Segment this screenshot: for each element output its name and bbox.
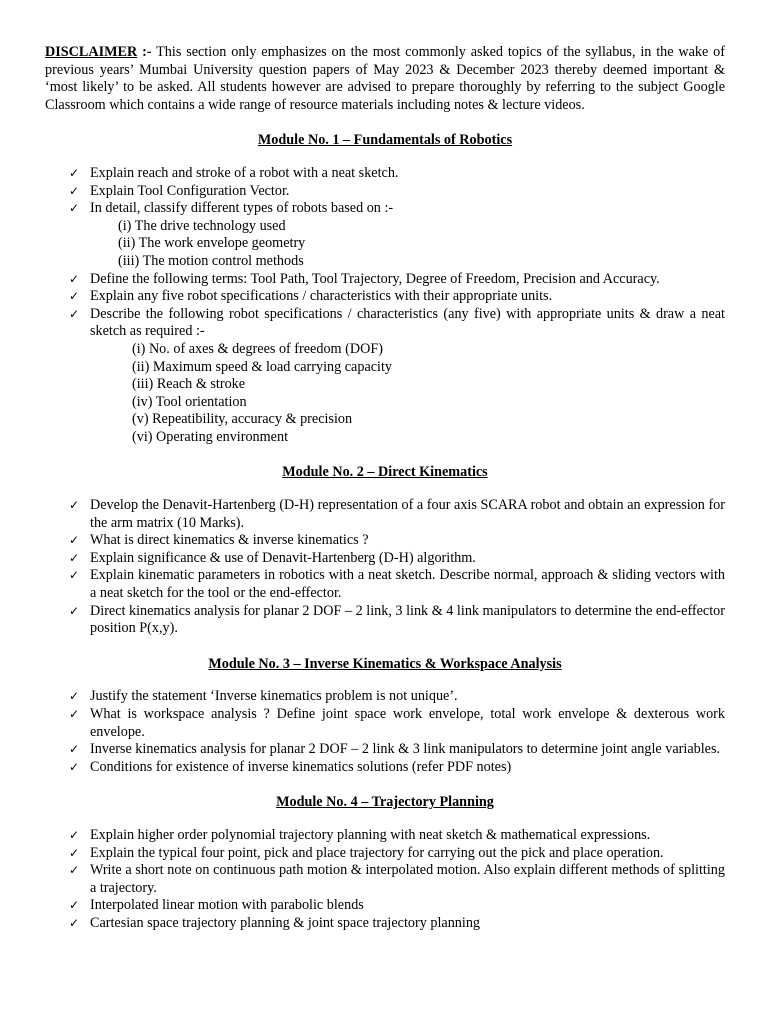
list-item-text: Explain any five robot specifications / characteristics with their appropriate units. xyxy=(90,288,553,305)
check-mark-icon: ✓ xyxy=(69,915,80,930)
sub-list-item: (v) Repeatibility, accuracy & precision xyxy=(132,411,353,428)
list-item xyxy=(69,706,725,741)
module-title: Module No. 4 – Trajectory Planning xyxy=(276,794,494,811)
document-page xyxy=(45,44,725,933)
list-item-text: Explain kinematic parameters in robotics with a neat sketch. Describe normal, approach & sliding vectors with a neat sketch for the tool or the end-effector. xyxy=(90,567,725,602)
module-title: Module No. 3 – Inverse Kinematics & Workspace Analysis xyxy=(208,655,562,672)
list-item-text: Explain the typical four point, pick and place trajectory for carrying out the pick and place operation. xyxy=(90,844,664,861)
sub-list-item: (iv) Tool orientation xyxy=(132,393,247,410)
sub-item-list xyxy=(90,341,725,447)
module-title: Module No. 1 – Fundamentals of Robotics xyxy=(257,132,513,149)
list-item xyxy=(69,288,725,306)
list-item-text: Cartesian space trajectory planning & joint space trajectory planning xyxy=(90,914,481,931)
check-mark-icon: ✓ xyxy=(69,306,80,321)
module-item-list xyxy=(45,688,725,776)
list-item-text: Explain Tool Configuration Vector. xyxy=(90,182,290,199)
disclaimer-separator: :- xyxy=(137,44,152,60)
list-item-text: Interpolated linear motion with parabolic blends xyxy=(90,897,364,914)
list-item xyxy=(69,183,725,201)
list-item-text: Explain reach and stroke of a robot with a neat sketch. xyxy=(90,164,399,181)
check-mark-icon: ✓ xyxy=(69,689,80,704)
module-item-list xyxy=(45,827,725,933)
disclaimer-label: DISCLAIMER xyxy=(45,44,138,60)
list-item-text: Develop the Denavit-Hartenberg (D-H) representation of a four axis SCARA robot and obtain an expression for the arm matrix (10 Marks). xyxy=(90,497,725,531)
check-mark-icon: ✓ xyxy=(69,271,80,286)
list-item-text: What is direct kinematics & inverse kinematics ? xyxy=(90,532,369,549)
module-item-list xyxy=(45,497,725,638)
list-item-text: Justify the statement ‘Inverse kinematics problem is not unique’. xyxy=(90,688,458,705)
list-item xyxy=(69,845,725,863)
sub-list-item: (i) The drive technology used xyxy=(118,217,286,234)
list-item xyxy=(69,862,725,897)
list-item xyxy=(69,603,725,638)
list-item xyxy=(69,567,725,602)
list-item xyxy=(69,915,725,933)
check-mark-icon: ✓ xyxy=(69,845,80,860)
check-mark-icon: ✓ xyxy=(69,498,80,513)
sub-list-item: (vi) Operating environment xyxy=(132,428,289,445)
list-item-text: What is workspace analysis ? Define joint space work envelope, total work envelope & dexterous work envelope. xyxy=(90,706,725,740)
sub-list-item: (ii) Maximum speed & load carrying capacity xyxy=(132,358,393,375)
modules-container xyxy=(45,132,725,932)
check-mark-icon: ✓ xyxy=(69,827,80,842)
check-mark-icon: ✓ xyxy=(69,707,80,721)
disclaimer-paragraph xyxy=(45,44,725,114)
list-item-text: Define the following terms: Tool Path, Tool Trajectory, Degree of Freedom, Precision and Accuracy. xyxy=(90,270,660,287)
list-item-text: Describe the following robot specifications / characteristics (any five) with appropriate units & draw a neat sketch as required :- xyxy=(90,305,725,340)
check-mark-icon: ✓ xyxy=(69,550,80,565)
sub-list-item: (iii) Reach & stroke xyxy=(132,376,246,393)
list-item xyxy=(69,741,725,759)
sub-list-item: (ii) The work envelope geometry xyxy=(118,235,306,252)
list-item xyxy=(69,271,725,289)
sub-list-item: (i) No. of axes & degrees of freedom (DOF) xyxy=(132,340,383,357)
check-mark-icon: ✓ xyxy=(69,568,80,583)
check-mark-icon: ✓ xyxy=(69,603,80,618)
list-item xyxy=(69,688,725,706)
check-mark-icon: ✓ xyxy=(69,201,80,216)
list-item-text: In detail, classify different types of robots based on :- xyxy=(90,200,394,217)
check-mark-icon: ✓ xyxy=(69,533,80,548)
sub-item-list xyxy=(90,218,725,271)
list-item-text: Conditions for existence of inverse kinematics solutions (refer PDF notes) xyxy=(90,758,512,775)
list-item xyxy=(69,897,725,915)
list-item xyxy=(69,497,725,532)
list-item xyxy=(69,165,725,183)
list-item xyxy=(69,200,725,270)
list-item xyxy=(69,306,725,447)
disclaimer-text: This section only emphasizes on the most commonly asked topics of the syllabus, in the wake of previous years’ Mumbai University question papers of May 2023 & December 2023 thereby deemed important & ‘most likely’ to be asked. All students however are advised to prepare thoroughly by referring to the subject Google Classroom which contains a wide range of resource materials including notes & lecture videos. xyxy=(45,44,725,113)
check-mark-icon: ✓ xyxy=(69,165,80,180)
module-title: Module No. 2 – Direct Kinematics xyxy=(282,464,488,481)
check-mark-icon: ✓ xyxy=(69,183,80,198)
check-mark-icon: ✓ xyxy=(69,759,80,774)
check-mark-icon: ✓ xyxy=(69,289,80,304)
sub-list-item: (iii) The motion control methods xyxy=(118,252,304,269)
list-item-text: Explain higher order polynomial trajectory planning with neat sketch & mathematical expressions. xyxy=(90,826,651,843)
list-item-text: Explain significance & use of Denavit-Hartenberg (D-H) algorithm. xyxy=(90,549,476,566)
list-item-text: Direct kinematics analysis for planar 2 DOF – 2 link, 3 link & 4 link manipulators to determine the end-effector position P(x,y). xyxy=(90,602,725,637)
module-item-list xyxy=(45,165,725,447)
list-item xyxy=(69,532,725,550)
check-mark-icon: ✓ xyxy=(69,863,80,878)
list-item-text: Write a short note on continuous path motion & interpolated motion. Also explain different methods of splitting a trajectory. xyxy=(90,862,725,896)
list-item-text: Inverse kinematics analysis for planar 2 DOF – 2 link & 3 link manipulators to determine joint angle variables. xyxy=(90,741,721,758)
list-item xyxy=(69,550,725,568)
list-item xyxy=(69,759,725,777)
check-mark-icon: ✓ xyxy=(69,898,80,913)
list-item xyxy=(69,827,725,845)
check-mark-icon: ✓ xyxy=(69,742,80,757)
